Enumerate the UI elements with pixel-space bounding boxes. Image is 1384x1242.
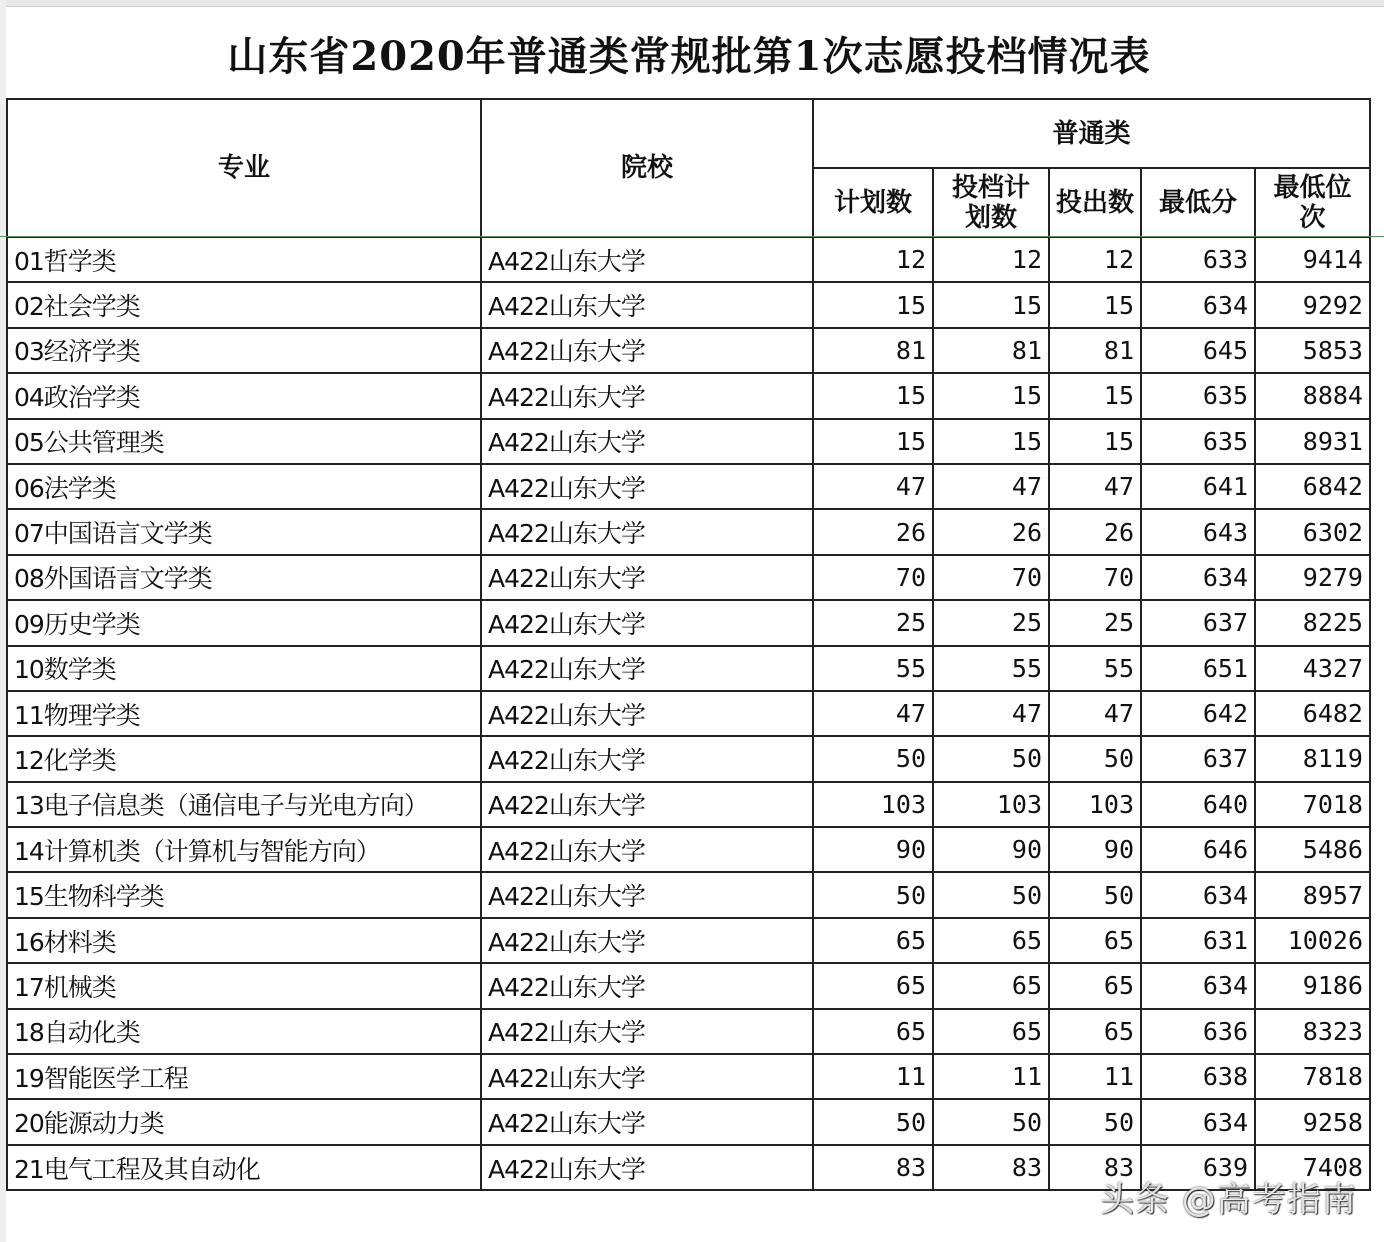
cell-major[interactable]: 20能源动力类 [7,1099,481,1144]
cell-school[interactable]: A422山东大学 [481,464,813,509]
cell-min-rank[interactable]: 9186 [1255,963,1370,1008]
cell-filed[interactable]: 65 [1049,963,1141,1008]
cell-school[interactable]: A422山东大学 [481,963,813,1008]
cell-min-rank[interactable]: 9258 [1255,1099,1370,1144]
cell-min-score[interactable]: 631 [1141,918,1255,963]
cell-plan[interactable]: 47 [813,464,933,509]
cell-filed-plan[interactable]: 47 [933,464,1049,509]
cell-filed-plan[interactable]: 55 [933,646,1049,691]
cell-major[interactable]: 15生物科学类 [7,872,481,917]
cell-min-rank[interactable]: 7818 [1255,1054,1370,1099]
cell-filed[interactable]: 15 [1049,282,1141,327]
cell-filed-plan[interactable]: 15 [933,419,1049,464]
freeze-pane-line [0,236,1384,237]
cell-major[interactable]: 02社会学类 [7,282,481,327]
table-row [7,918,1370,963]
cell-min-rank[interactable]: 7408 [1255,1145,1370,1190]
table-row [7,691,1370,736]
table-row [7,328,1370,373]
cell-filed-plan[interactable]: 25 [933,600,1049,645]
cell-filed-plan[interactable]: 90 [933,827,1049,872]
cell-school[interactable]: A422山东大学 [481,1054,813,1099]
cell-school[interactable]: A422山东大学 [481,600,813,645]
cell-major[interactable]: 06法学类 [7,464,481,509]
cell-filed[interactable]: 50 [1049,872,1141,917]
cell-school[interactable]: A422山东大学 [481,509,813,554]
cell-major[interactable]: 19智能医学工程 [7,1054,481,1099]
cell-major[interactable]: 11物理学类 [7,691,481,736]
cell-min-score[interactable]: 643 [1141,509,1255,554]
cell-min-score[interactable]: 636 [1141,1009,1255,1054]
cell-major[interactable]: 03经济学类 [7,328,481,373]
cell-filed-plan[interactable]: 11 [933,1054,1049,1099]
cell-min-score[interactable]: 634 [1141,1099,1255,1144]
cell-min-rank[interactable]: 5853 [1255,328,1370,373]
header-min-score[interactable]: 最低分 [1141,168,1255,237]
cell-min-score[interactable]: 634 [1141,282,1255,327]
cell-plan[interactable]: 65 [813,918,933,963]
cell-min-rank[interactable]: 7018 [1255,782,1370,827]
cell-filed-plan[interactable]: 47 [933,691,1049,736]
sheet-title: 山东省2020年普通类常规批第1次志愿投档情况表 [227,32,1151,80]
table-row [7,237,1370,282]
cell-filed-plan[interactable]: 65 [933,963,1049,1008]
cell-filed[interactable]: 55 [1049,646,1141,691]
cell-filed-plan[interactable]: 26 [933,509,1049,554]
cell-min-score[interactable]: 645 [1141,328,1255,373]
cell-min-rank[interactable]: 8931 [1255,419,1370,464]
header-major[interactable]: 专业 [7,99,481,237]
table-row [7,600,1370,645]
cell-school[interactable]: A422山东大学 [481,1099,813,1144]
cell-min-score[interactable]: 646 [1141,827,1255,872]
cell-filed[interactable]: 50 [1049,1099,1141,1144]
cell-min-rank[interactable]: 8957 [1255,872,1370,917]
cell-min-score[interactable]: 634 [1141,555,1255,600]
cell-plan[interactable]: 83 [813,1145,933,1190]
cell-plan[interactable]: 11 [813,1054,933,1099]
cell-school[interactable]: A422山东大学 [481,918,813,963]
cell-filed[interactable]: 65 [1049,918,1141,963]
table-row [7,509,1370,554]
cell-min-score[interactable]: 637 [1141,600,1255,645]
cell-filed[interactable]: 26 [1049,509,1141,554]
cell-filed[interactable]: 25 [1049,600,1141,645]
cell-filed-plan[interactable]: 50 [933,736,1049,781]
cell-major[interactable]: 16材料类 [7,918,481,963]
header-filed-plan[interactable]: 投档计划数 [933,168,1049,237]
cell-min-rank[interactable]: 5486 [1255,827,1370,872]
cell-plan[interactable]: 70 [813,555,933,600]
cell-school[interactable]: A422山东大学 [481,646,813,691]
cell-plan[interactable]: 26 [813,509,933,554]
cell-plan[interactable]: 50 [813,736,933,781]
cell-major[interactable]: 09历史学类 [7,600,481,645]
cell-plan[interactable]: 81 [813,328,933,373]
cell-school[interactable]: A422山东大学 [481,827,813,872]
cell-major[interactable]: 01哲学类 [7,237,481,282]
cell-min-score[interactable]: 637 [1141,736,1255,781]
cell-plan[interactable]: 50 [813,1099,933,1144]
cell-school[interactable]: A422山东大学 [481,736,813,781]
header-min-rank[interactable]: 最低位次 [1255,168,1370,237]
table-row [7,282,1370,327]
cell-school[interactable]: A422山东大学 [481,1145,813,1190]
cell-filed-plan[interactable]: 103 [933,782,1049,827]
cell-filed[interactable]: 103 [1049,782,1141,827]
cell-major[interactable]: 04政治学类 [7,373,481,418]
cell-major[interactable]: 12化学类 [7,736,481,781]
cell-filed[interactable]: 15 [1049,419,1141,464]
cell-plan[interactable]: 12 [813,237,933,282]
cell-min-rank[interactable]: 9279 [1255,555,1370,600]
table-row [7,1054,1370,1099]
cell-min-score[interactable]: 642 [1141,691,1255,736]
cell-min-rank[interactable]: 10026 [1255,918,1370,963]
cell-major[interactable]: 08外国语言文学类 [7,555,481,600]
cell-min-rank[interactable]: 8119 [1255,736,1370,781]
cell-filed-plan[interactable]: 70 [933,555,1049,600]
cell-min-score[interactable]: 634 [1141,872,1255,917]
cell-major[interactable]: 21电气工程及其自动化 [7,1145,481,1190]
cell-min-score[interactable]: 634 [1141,963,1255,1008]
cell-filed[interactable]: 12 [1049,237,1141,282]
cell-min-rank[interactable]: 8884 [1255,373,1370,418]
admissions-table [6,98,1371,1191]
cell-major[interactable]: 17机械类 [7,963,481,1008]
cell-min-score[interactable]: 633 [1141,237,1255,282]
cell-school[interactable]: A422山东大学 [481,328,813,373]
cell-min-score[interactable]: 639 [1141,1145,1255,1190]
cell-plan[interactable]: 65 [813,963,933,1008]
cell-school[interactable]: A422山东大学 [481,282,813,327]
cell-school[interactable]: A422山东大学 [481,419,813,464]
table-row [7,419,1370,464]
cell-min-score[interactable]: 640 [1141,782,1255,827]
table-row [7,464,1370,509]
cell-min-rank[interactable]: 9292 [1255,282,1370,327]
watermark: 头条 @高考指南 [1100,1180,1357,1220]
cell-school[interactable]: A422山东大学 [481,782,813,827]
cell-filed[interactable]: 81 [1049,328,1141,373]
cell-school[interactable]: A422山东大学 [481,872,813,917]
cell-school[interactable]: A422山东大学 [481,373,813,418]
cell-min-score[interactable]: 635 [1141,373,1255,418]
table-row [7,646,1370,691]
cell-plan[interactable]: 15 [813,373,933,418]
cell-filed[interactable]: 70 [1049,555,1141,600]
cell-major[interactable]: 07中国语言文学类 [7,509,481,554]
cell-school[interactable]: A422山东大学 [481,555,813,600]
cell-plan[interactable]: 15 [813,419,933,464]
cell-plan[interactable]: 50 [813,872,933,917]
cell-filed[interactable]: 50 [1049,736,1141,781]
cell-filed-plan[interactable]: 50 [933,1099,1049,1144]
cell-min-score[interactable]: 641 [1141,464,1255,509]
table-row [7,872,1370,917]
header-group[interactable]: 普通类 [813,99,1370,168]
cell-filed-plan[interactable]: 12 [933,237,1049,282]
cell-min-rank[interactable]: 9414 [1255,237,1370,282]
cell-major[interactable]: 18自动化类 [7,1009,481,1054]
cell-filed-plan[interactable]: 65 [933,1009,1049,1054]
cell-filed-plan[interactable]: 15 [933,282,1049,327]
header-school[interactable]: 院校 [481,99,813,237]
cell-filed[interactable]: 65 [1049,1009,1141,1054]
table-row [7,736,1370,781]
cell-filed[interactable]: 83 [1049,1145,1141,1190]
cell-filed[interactable]: 47 [1049,691,1141,736]
cell-filed[interactable]: 15 [1049,373,1141,418]
cell-plan[interactable]: 90 [813,827,933,872]
table-row [7,827,1370,872]
cell-school[interactable]: A422山东大学 [481,1009,813,1054]
table-row [7,1009,1370,1054]
table-row [7,963,1370,1008]
table-row [7,555,1370,600]
cell-major[interactable]: 10数学类 [7,646,481,691]
cell-min-score[interactable]: 638 [1141,1054,1255,1099]
cell-min-rank[interactable]: 8225 [1255,600,1370,645]
cell-min-rank[interactable]: 6302 [1255,509,1370,554]
cell-major[interactable]: 13电子信息类（通信电子与光电方向） [7,782,481,827]
cell-filed-plan[interactable]: 15 [933,373,1049,418]
table-row [7,782,1370,827]
cell-min-score[interactable]: 635 [1141,419,1255,464]
cell-min-rank[interactable]: 6842 [1255,464,1370,509]
cell-min-rank[interactable]: 6482 [1255,691,1370,736]
cell-plan[interactable]: 47 [813,691,933,736]
column-header-strip [0,0,1384,7]
cell-school[interactable]: A422山东大学 [481,691,813,736]
cell-plan[interactable]: 55 [813,646,933,691]
cell-filed-plan[interactable]: 50 [933,872,1049,917]
cell-plan[interactable]: 103 [813,782,933,827]
cell-school[interactable]: A422山东大学 [481,237,813,282]
cell-filed[interactable]: 47 [1049,464,1141,509]
cell-major[interactable]: 05公共管理类 [7,419,481,464]
cell-filed-plan[interactable]: 65 [933,918,1049,963]
cell-filed[interactable]: 90 [1049,827,1141,872]
cell-major[interactable]: 14计算机类（计算机与智能方向） [7,827,481,872]
cell-plan[interactable]: 15 [813,282,933,327]
cell-filed-plan[interactable]: 83 [933,1145,1049,1190]
table-row [7,1099,1370,1144]
cell-plan[interactable]: 25 [813,600,933,645]
table-row [7,373,1370,418]
header-plan[interactable]: 计划数 [813,168,933,237]
cell-min-rank[interactable]: 4327 [1255,646,1370,691]
cell-plan[interactable]: 65 [813,1009,933,1054]
header-filed[interactable]: 投出数 [1049,168,1141,237]
cell-filed-plan[interactable]: 81 [933,328,1049,373]
cell-filed[interactable]: 11 [1049,1054,1141,1099]
cell-min-score[interactable]: 651 [1141,646,1255,691]
cell-min-rank[interactable]: 8323 [1255,1009,1370,1054]
